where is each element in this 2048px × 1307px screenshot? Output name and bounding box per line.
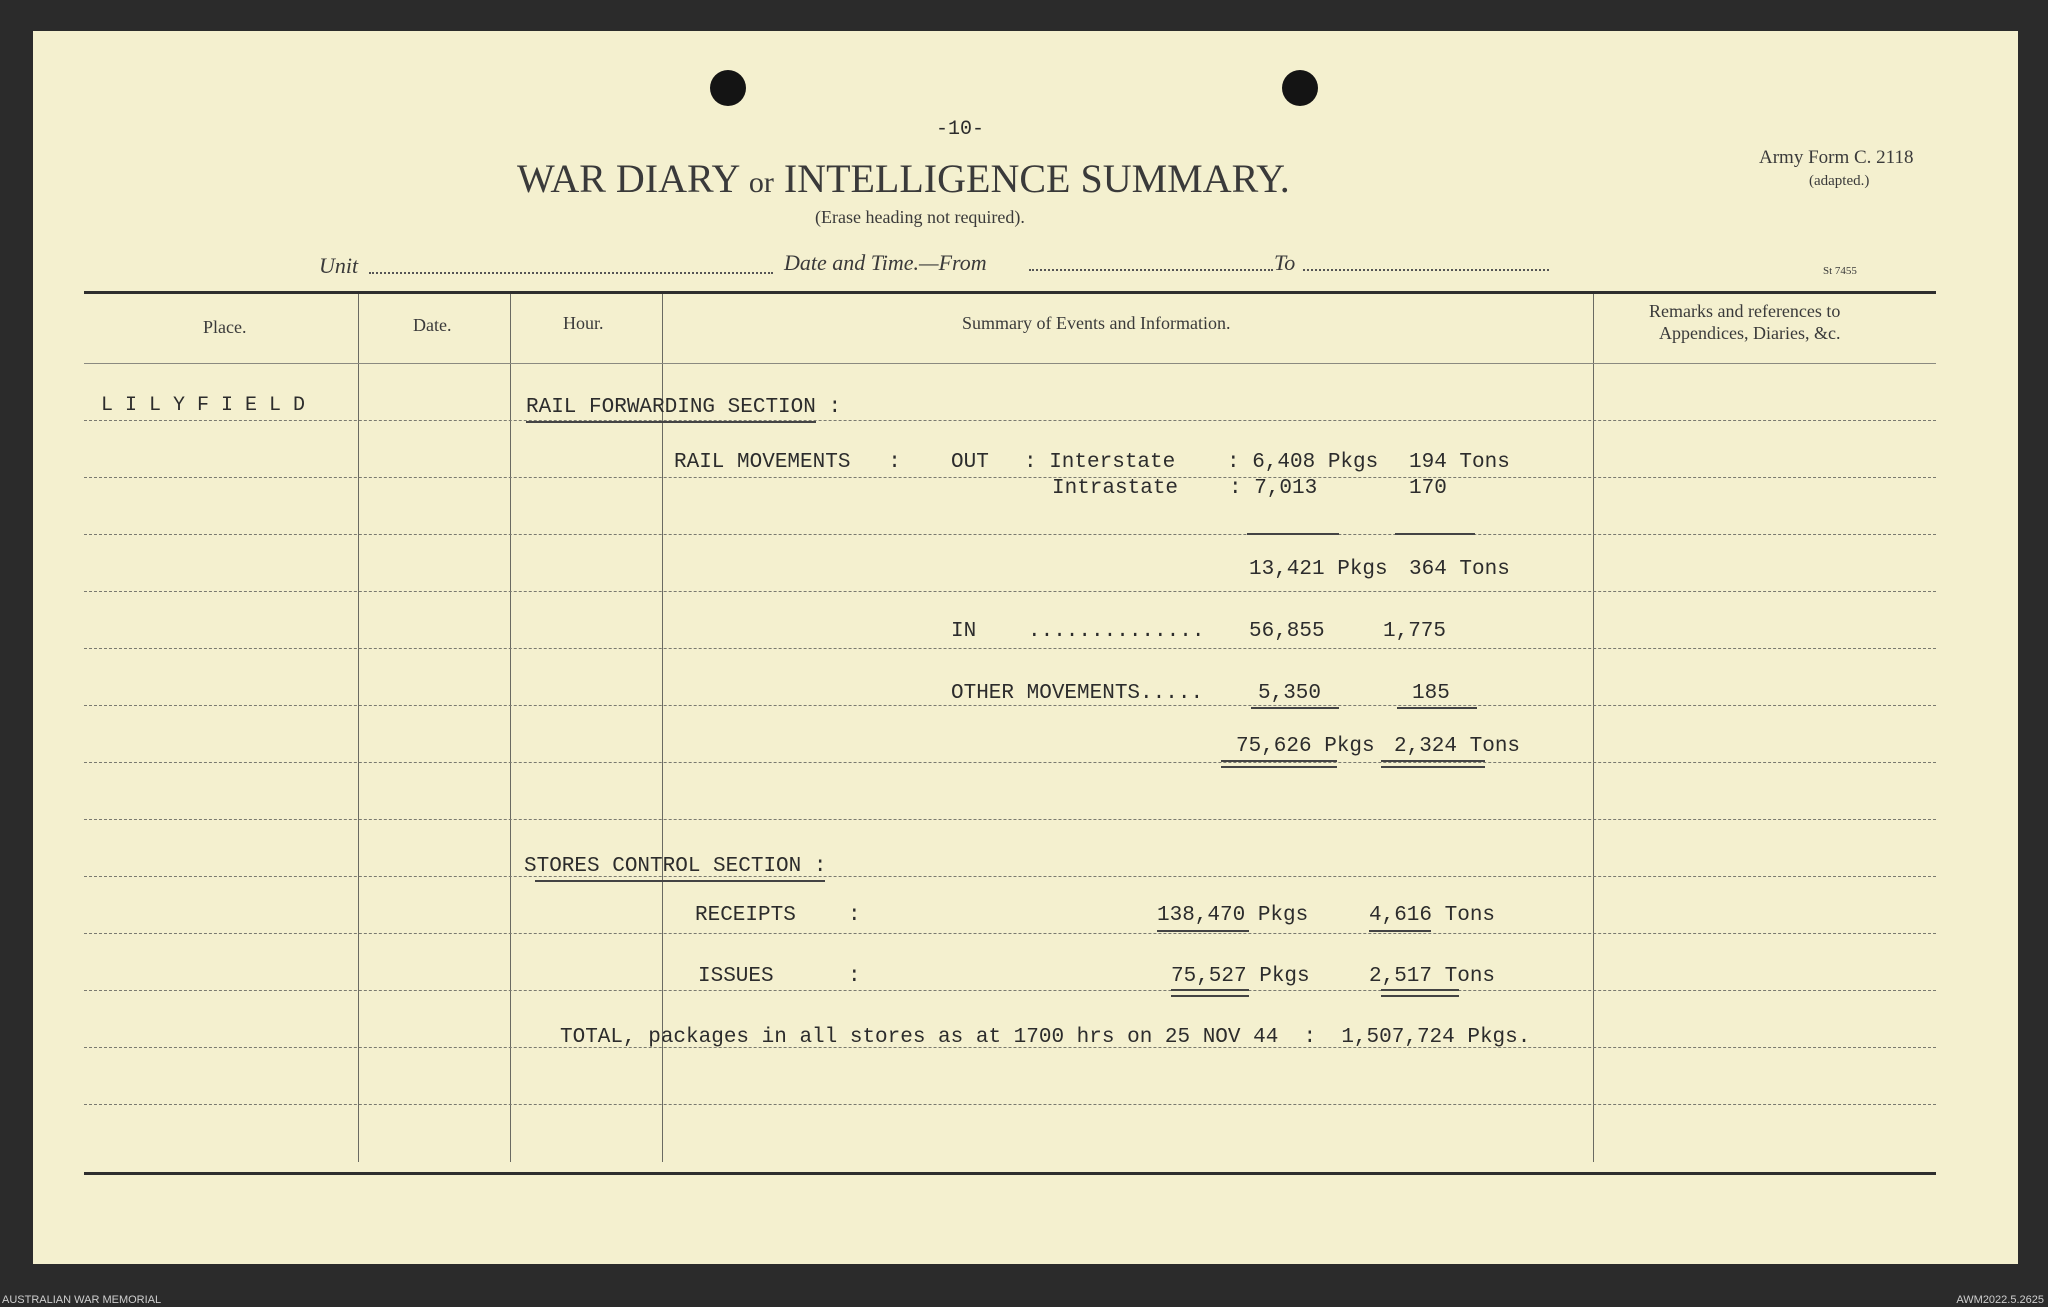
receipts-pkgs: 138,470 Pkgs xyxy=(1157,904,1309,927)
other-movements-tons: 185 xyxy=(1412,682,1450,705)
place-entry: L I L Y F I E L D xyxy=(101,394,306,417)
date-to-fill-line xyxy=(1303,269,1549,271)
title-intelligence-summary: INTELLIGENCE SUMMARY. xyxy=(783,156,1290,201)
out-tons-sum-rule xyxy=(1395,533,1475,535)
header-row-rule xyxy=(84,363,1936,364)
issues-colon: : xyxy=(848,965,861,988)
intrastate-label: Intrastate xyxy=(1052,477,1179,500)
out-total-pkgs: 13,421 Pkgs xyxy=(1249,558,1388,581)
column-header-place: Place. xyxy=(203,317,247,337)
issues-pkgs-double-rule-2 xyxy=(1171,995,1249,997)
rail-total-pkgs-double-rule-2 xyxy=(1221,766,1337,768)
column-divider-date xyxy=(510,294,511,1162)
stock-code: St 7455 xyxy=(1823,265,1857,277)
unit-fill-line xyxy=(369,272,773,274)
punch-hole-right xyxy=(1282,70,1318,106)
issues-pkgs: 75,527 Pkgs xyxy=(1171,965,1310,988)
column-header-remarks-line2: Appendices, Diaries, &c. xyxy=(1659,323,1841,343)
column-header-hour: Hour. xyxy=(563,313,604,333)
in-pkgs: 56,855 xyxy=(1249,620,1325,643)
rail-movements-label: RAIL MOVEMENTS : xyxy=(674,451,901,474)
row-rule xyxy=(84,1104,1936,1105)
date-time-label: Date and Time.—From xyxy=(784,250,987,275)
out-total-tons: 364 Tons xyxy=(1409,558,1510,581)
other-pkgs-underline xyxy=(1251,707,1339,709)
footer-right: AWM2022.5.2625 xyxy=(1956,1294,2044,1306)
row-rule xyxy=(84,876,1936,877)
page-title xyxy=(517,155,1290,202)
row-rule xyxy=(84,420,1936,421)
issues-tons-double-rule-1 xyxy=(1381,989,1459,991)
stores-control-heading: STORES CONTROL SECTION : xyxy=(524,855,827,878)
rail-forwarding-heading: RAIL FORWARDING SECTION : xyxy=(526,396,842,419)
intrastate-tons: 170 xyxy=(1409,477,1447,500)
out-pkgs-sum-rule xyxy=(1247,533,1339,535)
issues-tons: 2,517 Tons xyxy=(1369,965,1496,988)
interstate-label: : Interstate xyxy=(1024,451,1176,474)
column-header-summary: Summary of Events and Information. xyxy=(962,313,1231,333)
rail-total-pkgs: 75,626 Pkgs xyxy=(1236,735,1375,758)
page-number: -10- xyxy=(936,118,985,141)
issues-pkgs-double-rule-1 xyxy=(1171,989,1249,991)
page-subtitle: (Erase heading not required). xyxy=(815,207,1025,227)
stores-total-line: TOTAL, packages in all stores as at 1700 hrs on 25 NOV 44 : 1,507,724 Pkgs. xyxy=(560,1026,1531,1049)
title-war-diary: WAR DIARY xyxy=(517,156,739,201)
table-bottom-rule xyxy=(84,1172,1936,1175)
rail-total-tons-double-rule-2 xyxy=(1381,766,1485,768)
row-rule xyxy=(84,762,1936,763)
to-label: To xyxy=(1274,250,1296,275)
in-dot-leader: .............. xyxy=(1028,620,1205,643)
in-tons: 1,775 xyxy=(1383,620,1447,643)
row-rule xyxy=(84,591,1936,592)
column-header-remarks-line1: Remarks and references to xyxy=(1649,301,1841,321)
rail-total-tons-double-rule-1 xyxy=(1381,760,1485,762)
interstate-pkgs: : 6,408 Pkgs xyxy=(1227,451,1379,474)
row-rule xyxy=(84,933,1936,934)
diary-page xyxy=(33,31,2018,1264)
row-rule xyxy=(84,705,1936,706)
date-from-fill-line xyxy=(1029,269,1273,271)
rail-heading-underline xyxy=(526,421,816,423)
title-or: or xyxy=(748,166,774,199)
receipts-tons-underline xyxy=(1369,930,1431,932)
in-label: IN xyxy=(951,620,977,643)
row-rule xyxy=(84,534,1936,535)
table-top-rule xyxy=(84,291,1936,294)
column-divider-summary xyxy=(1593,294,1594,1162)
out-label: OUT xyxy=(951,451,989,474)
punch-hole-left xyxy=(710,70,746,106)
rail-total-tons: 2,324 Tons xyxy=(1394,735,1521,758)
interstate-tons: 194 Tons xyxy=(1409,451,1510,474)
row-rule xyxy=(84,819,1936,820)
receipts-tons: 4,616 Tons xyxy=(1369,904,1496,927)
column-divider-place xyxy=(358,294,359,1162)
other-tons-underline xyxy=(1397,707,1477,709)
form-name: Army Form C. 2118 xyxy=(1759,147,1914,168)
other-movements-pkgs: 5,350 xyxy=(1258,682,1322,705)
receipts-label: RECEIPTS xyxy=(695,904,796,927)
footer-left: AUSTRALIAN WAR MEMORIAL xyxy=(2,1294,162,1306)
unit-label: Unit xyxy=(319,253,359,278)
receipts-colon: : xyxy=(848,904,861,927)
row-rule xyxy=(84,477,1936,478)
row-rule xyxy=(84,990,1936,991)
issues-tons-double-rule-2 xyxy=(1381,995,1459,997)
issues-label: ISSUES xyxy=(698,965,774,988)
row-rule xyxy=(84,648,1936,649)
rail-total-pkgs-double-rule-1 xyxy=(1221,760,1337,762)
receipts-pkgs-underline xyxy=(1157,930,1249,932)
other-movements-label: OTHER MOVEMENTS..... xyxy=(951,682,1204,705)
form-note: (adapted.) xyxy=(1809,173,1870,189)
column-header-date: Date. xyxy=(413,315,452,335)
stores-heading-underline xyxy=(535,880,825,882)
intrastate-pkgs: : 7,013 xyxy=(1229,477,1318,500)
